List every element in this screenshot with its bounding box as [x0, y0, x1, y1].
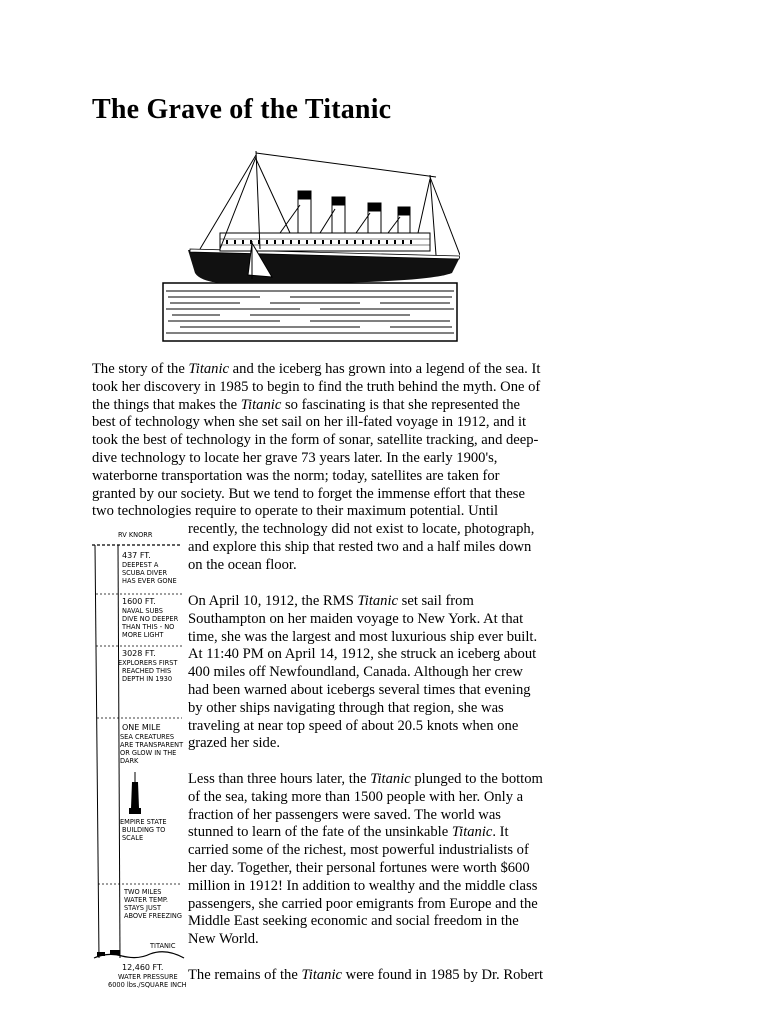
empire-state-building-icon — [129, 772, 141, 814]
depth-note: SEA CREATURES — [120, 733, 175, 741]
text-line: dive technology to locate her grave 73 years later. In the early 1900's, — [92, 449, 498, 466]
text-line: carried some of the richest, most powerful industrialists of — [188, 842, 529, 859]
text-line: traveling at near top speed of about 20.5 knots when one — [188, 717, 519, 734]
depth-note: HAS EVER GONE — [122, 577, 177, 585]
text-line: At 11:40 PM on April 14, 1912, she struck an iceberg about — [188, 646, 537, 663]
paragraph-discovery — [188, 967, 572, 985]
text-line: recently, the technology did not exist to locate, photograph, — [188, 521, 535, 537]
depth-note: EMPIRE STATE — [120, 818, 167, 826]
depth-note: DIVE NO DEEPER — [122, 615, 179, 623]
text-line: took her discovery in 1985 to begin to find the truth behind the myth. One of — [92, 378, 541, 395]
paragraph-intro-continued — [188, 521, 572, 574]
depth-note: THAN THIS - NO — [122, 623, 175, 631]
text-line: her day. Together, their personal fortunes were worth $600 — [188, 859, 530, 876]
depth-note: WATER TEMP. — [124, 896, 168, 904]
depth-value: TWO MILES — [124, 888, 162, 896]
depth-note: STAYS JUST — [124, 904, 161, 912]
titanic-ship-illustration — [160, 145, 460, 345]
floor-note: 6000 lbs./SQUARE INCH — [108, 981, 187, 989]
depth-note: OR GLOW IN THE — [120, 749, 177, 757]
depth-note: REACHED THIS — [122, 667, 172, 675]
ocean-depth-diagram — [88, 528, 188, 990]
text-line: stunned to learn of the fate of the unsinkable Titanic. It — [188, 824, 509, 841]
depth-note: DEPTH IN 1930 — [122, 675, 173, 683]
depth-note: NAVAL SUBS — [122, 607, 163, 615]
text-line: waterborne transportation was the norm; today, satellites are taken for — [92, 467, 500, 484]
diagram-bottom-label: TITANIC — [150, 942, 176, 950]
depth-note: MORE LIGHT — [122, 631, 164, 639]
depth-note: EXPLORERS FIRST — [118, 659, 178, 667]
depth-value: 3028 FT. — [122, 649, 156, 658]
text-line: passengers, she carried poor emigrants from Europe and the — [188, 895, 538, 912]
text-line: Less than three hours later, the Titanic plunged to the bottom — [188, 771, 543, 787]
depth-note: BUILDING TO — [122, 826, 166, 834]
text-line: New World. — [188, 931, 259, 948]
floor-depth-value: 12,460 FT. — [122, 963, 164, 972]
depth-note: SCALE — [122, 834, 144, 842]
text-line: Southampton on her maiden voyage to New York. At that — [188, 610, 524, 627]
text-line: best of technology when she set sail on her ill-fated voyage in 1912, and it — [92, 414, 527, 431]
text-line: by other ships navigating through that region, she was — [188, 699, 504, 716]
paragraph-voyage — [188, 593, 572, 753]
text-line: had been warned about icebergs several times that evening — [188, 681, 531, 698]
floor-note: WATER PRESSURE — [118, 973, 178, 981]
text-line: and explore this ship that rested two and a half miles down — [188, 538, 532, 555]
text-line: The story of the Titanic and the iceberg has grown into a legend of the sea. It — [92, 361, 541, 377]
depth-value: 437 FT. — [122, 551, 151, 560]
text-line: grazed her side. — [188, 735, 280, 752]
text-line: on the ocean floor. — [188, 556, 297, 573]
depth-note: SCUBA DIVER — [122, 569, 168, 577]
text-line: Middle East seeking economic and social freedom in the — [188, 913, 519, 930]
page-title: The Grave of the Titanic — [92, 94, 392, 125]
text-line: million in 1912! In addition to wealthy and the middle class — [188, 877, 538, 894]
text-line: On April 10, 1912, the RMS Titanic set sail from — [188, 593, 474, 609]
text-line: took the best of technology in the form of sonar, satellite tracking, and deep- — [92, 432, 539, 449]
diagram-top-label: RV KNORR — [118, 531, 153, 539]
depth-note: DEEPEST A — [122, 561, 159, 569]
text-line: granted by our society. But we tend to forget the immense effort that these — [92, 485, 525, 502]
depth-value: ONE MILE — [122, 723, 161, 732]
text-line: 400 miles off Newfoundland, Canada. Although her crew — [188, 664, 523, 681]
text-line: fraction of her passengers were saved. The world was — [188, 806, 501, 823]
text-line: time, she was the largest and most luxurious ship ever built. — [188, 628, 538, 645]
depth-note: ABOVE FREEZING — [124, 912, 182, 920]
text-line: the things that makes the Titanic so fascinating is that she represented the — [92, 396, 520, 413]
paragraph-intro — [92, 361, 572, 521]
text-line: of the sea, taking more than 1500 people with her. Only a — [188, 788, 524, 805]
depth-note: ARE TRANSPARENT — [120, 741, 184, 749]
depth-note: DARK — [120, 757, 139, 765]
text-line: two technologies require to operate to their maximum potential. Until — [92, 503, 499, 520]
depth-value: 1600 FT. — [122, 597, 156, 606]
text-line: The remains of the Titanic were found in 1985 by Dr. Robert — [188, 967, 544, 983]
paragraph-sinking — [188, 771, 572, 949]
